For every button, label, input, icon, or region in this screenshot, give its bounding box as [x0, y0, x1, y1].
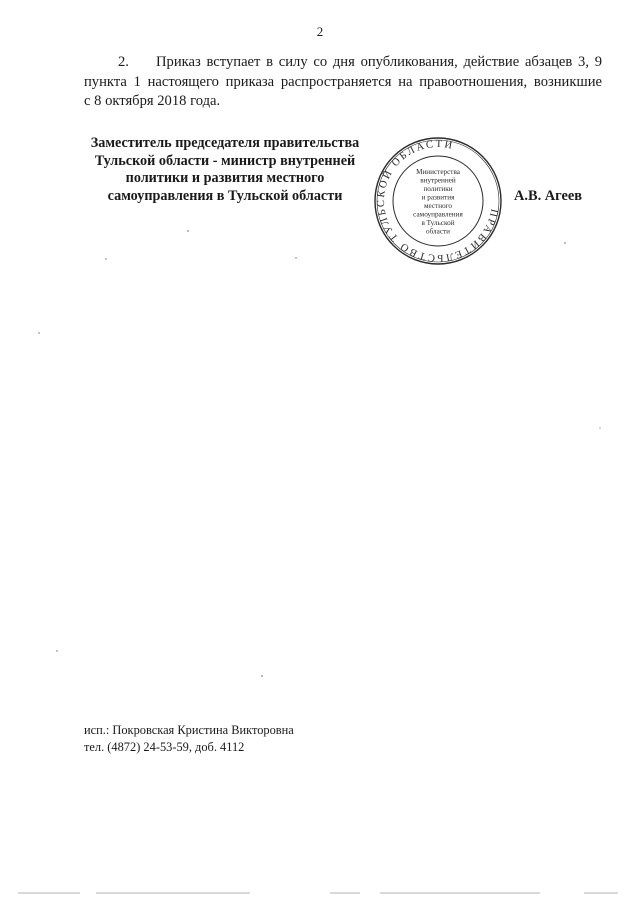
signatory-title-line-1: Заместитель председателя правительства: [90, 135, 360, 151]
paragraph-line-2: пункта 1 настоящего приказа распространяется на правоотношения, возникшие: [84, 73, 602, 90]
signatory-title-line-2: Тульской области - министр внутренней: [94, 152, 356, 169]
seal-center-line-2: внутренней: [420, 176, 456, 185]
page-number: 2: [316, 24, 324, 39]
executor-name: исп.: Покровская Кристина Викторовна: [84, 723, 294, 737]
signatory-title-line-3: политики и развития местного: [125, 170, 325, 186]
signatory-title-line-4: самоуправления в Тульской области: [107, 187, 343, 204]
signatory-name: А.В. Агеев: [514, 188, 583, 204]
seal-center-line-4: и развития: [421, 193, 455, 202]
paragraph-line-3: с 8 октября 2018 года.: [84, 93, 221, 109]
seal-ring-text: ПРАВИТЕЛЬСТВО ТУЛЬСКОЙ ОБЛАСТИ: [375, 138, 500, 264]
seal-center-line-1: Министерства: [416, 168, 460, 176]
seal-center-line-3: политики: [423, 185, 453, 193]
executor-phone: тел. (4872) 24-53-59, доб. 4112: [84, 740, 245, 754]
paragraph-number: 2.: [118, 54, 129, 70]
signatory-title: [84, 135, 366, 205]
seal-center-line-5: местного: [423, 202, 453, 210]
paragraph-line-1-text: Приказ вступает в силу со дня опубликования, действие абзацев 3, 9: [156, 54, 602, 70]
seal-center-line-6: самоуправления: [413, 210, 463, 219]
official-seal: [372, 135, 504, 267]
seal-center-line-8: области: [425, 227, 451, 236]
executor-info: [84, 722, 294, 756]
paragraph-2: [84, 53, 602, 112]
paragraph-line-1: [84, 53, 602, 73]
seal-center-line-7: в Тульской: [421, 219, 455, 227]
